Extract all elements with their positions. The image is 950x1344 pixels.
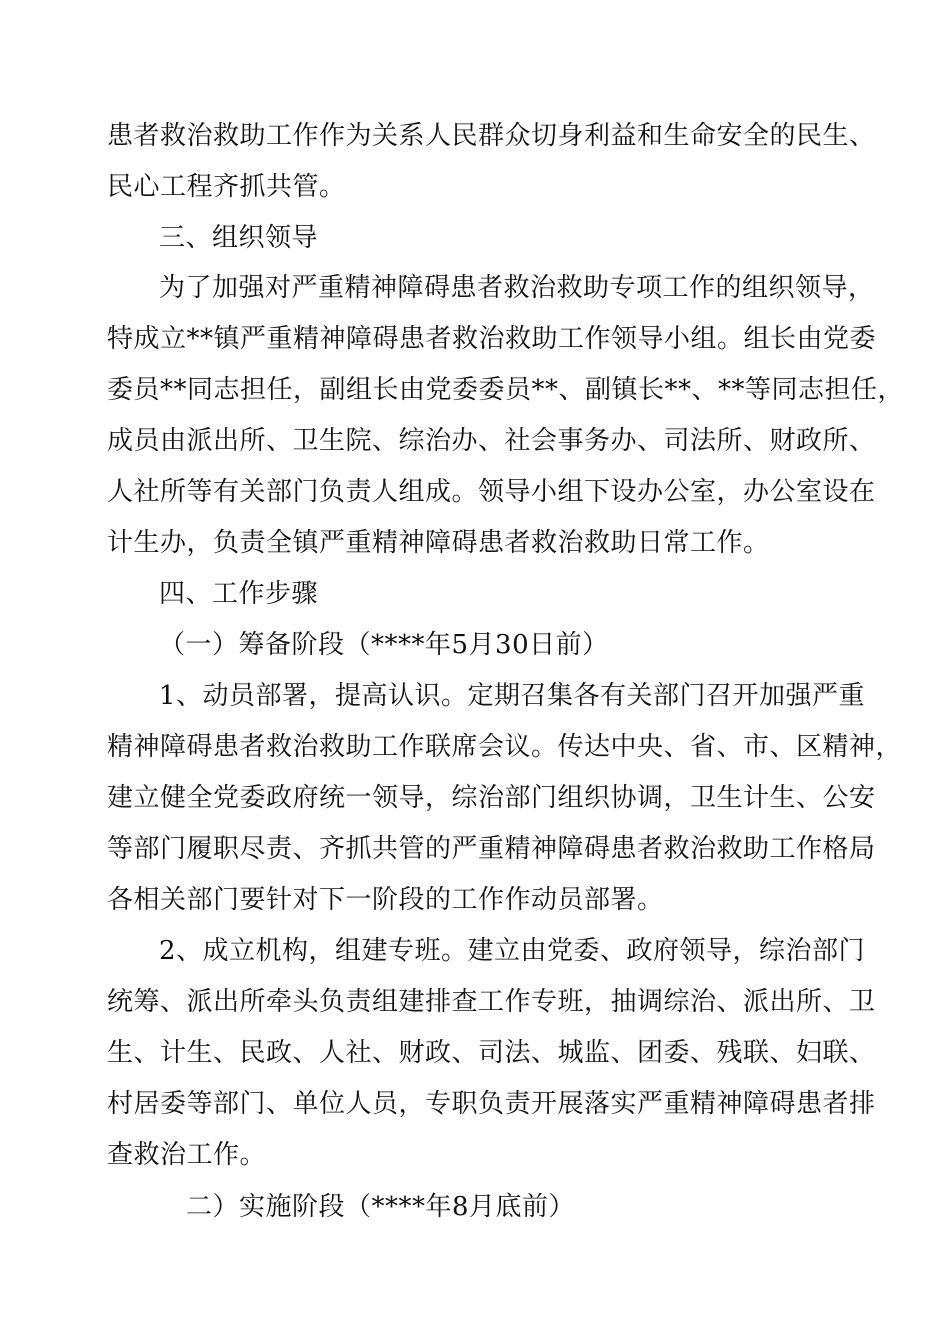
- body-text-line: 2、成立机构，组建专班。建立由党委、政府领导，综治部门: [159, 936, 866, 966]
- section-heading: 四、工作步骤: [159, 579, 319, 609]
- body-text-line: 精神障碍患者救治救助工作联席会议。传达中央、省、市、区精神，: [107, 732, 903, 762]
- body-text-line: 特成立**镇严重精神障碍患者救治救助工作领导小组。组长由党委: [107, 324, 877, 354]
- body-text-line: 民心工程齐抓共管。: [107, 172, 346, 202]
- body-text-line: 委员**同志担任，副组长由党委委员**、副镇长**、**等同志担任，: [107, 375, 905, 405]
- subsection-heading: （一）筹备阶段（****年5月30日前）: [159, 630, 609, 660]
- body-text-line: 等部门履职尽责、齐抓共管的严重精神障碍患者救治救助工作格局: [107, 834, 876, 864]
- body-text-line: 为了加强对严重精神障碍患者救治救助专项工作的组织领导，: [159, 273, 875, 303]
- section-heading: 三、组织领导: [159, 223, 319, 253]
- body-text-line: 查救治工作。: [107, 1140, 267, 1170]
- body-text-line: 村居委等部门、单位人员，专职负责开展落实严重精神障碍患者排: [107, 1089, 876, 1119]
- body-text-line: 生、计生、民政、人社、财政、司法、城监、团委、残联、妇联、: [107, 1038, 876, 1068]
- body-text-line: 患者救治救助工作作为关系人民群众切身利益和生命安全的民生、: [107, 121, 876, 151]
- body-text-line: 计生办，负责全镇严重精神障碍患者救治救助日常工作。: [107, 528, 770, 558]
- body-text-line: 统筹、派出所牵头负责组建排查工作专班，抽调综治、派出所、卫: [107, 987, 876, 1017]
- body-text-line: 成员由派出所、卫生院、综治办、社会事务办、司法所、财政所、: [107, 426, 876, 456]
- subsection-heading: 二）实施阶段（****年8月底前）: [186, 1192, 576, 1222]
- body-text-line: 人社所等有关部门负责人组成。领导小组下设办公室，办公室设在: [107, 477, 876, 507]
- body-text-line: 各相关部门要针对下一阶段的工作作动员部署。: [107, 885, 664, 915]
- body-text-line: 1、动员部署，提高认识。定期召集各有关部门召开加强严重: [159, 681, 866, 711]
- body-text-line: 建立健全党委政府统一领导，综治部门组织协调，卫生计生、公安: [107, 783, 876, 813]
